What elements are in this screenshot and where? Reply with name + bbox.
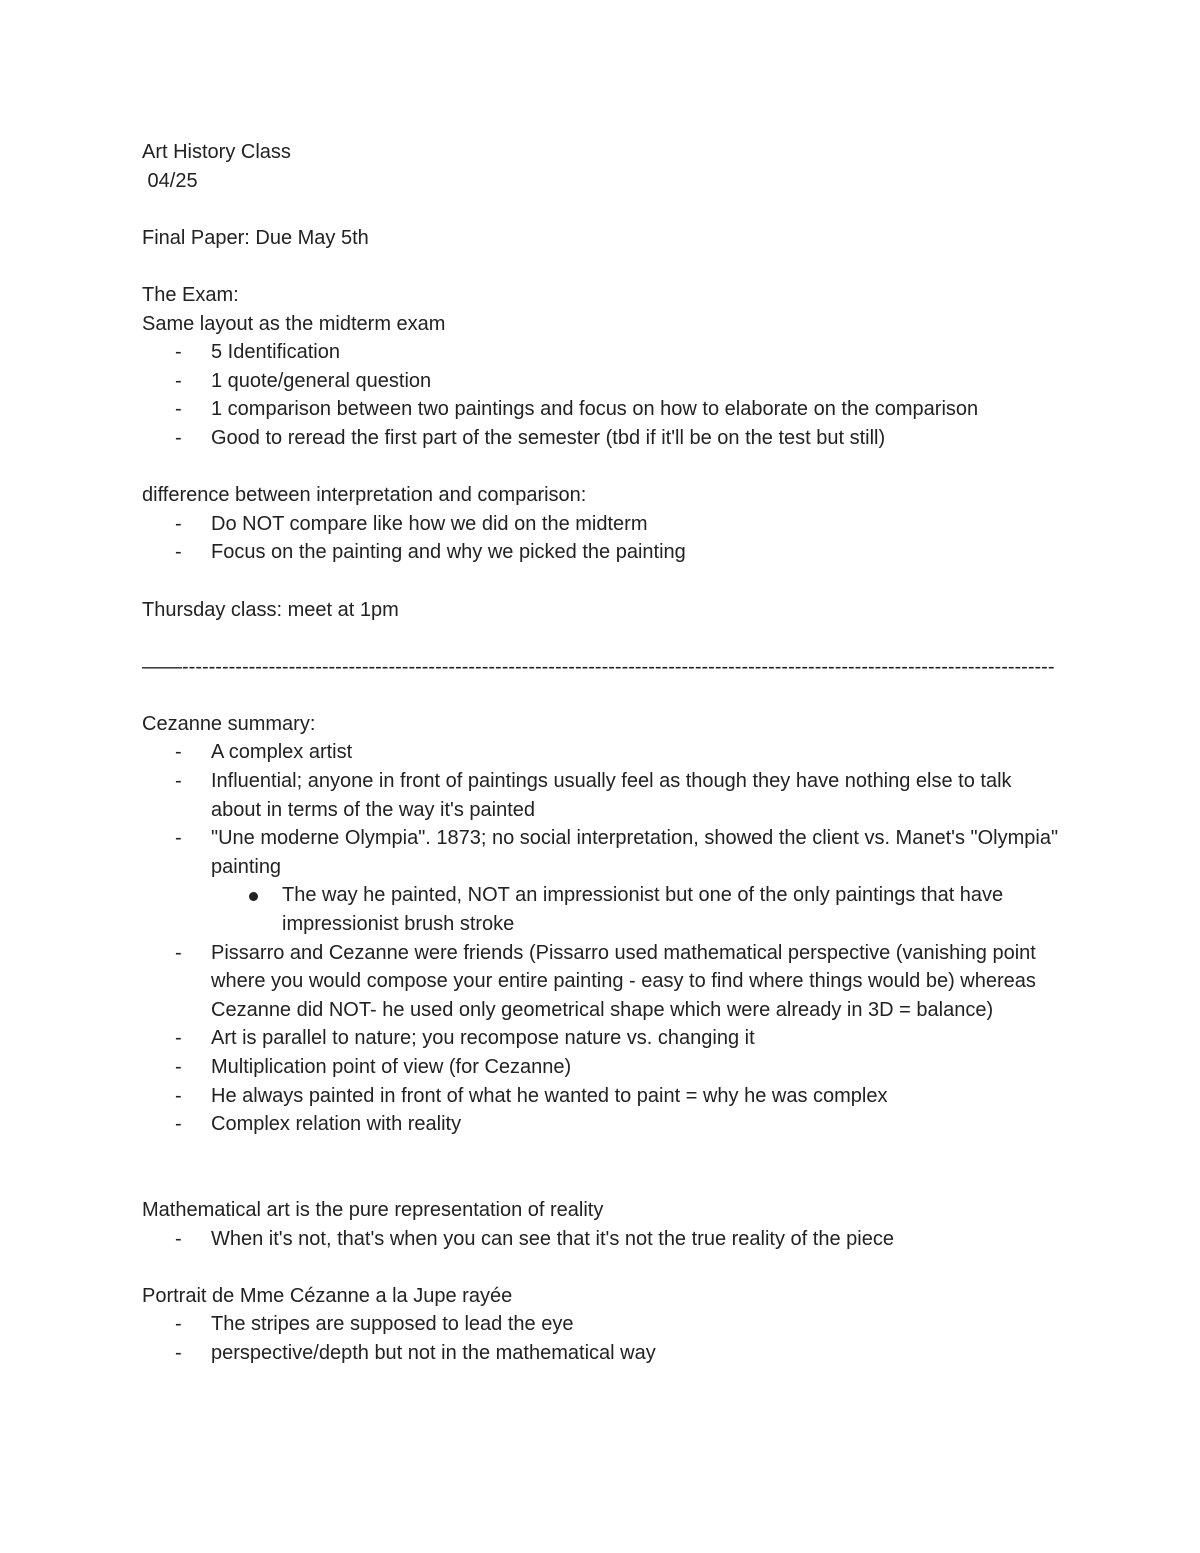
difference-list bbox=[142, 510, 1062, 567]
list-item: - Art is parallel to nature; you recompose nature vs. changing it bbox=[142, 1024, 1062, 1053]
list-item: - When it's not, that's when you can see that it's not the true reality of the piece bbox=[142, 1225, 1062, 1254]
dash-marker: - bbox=[175, 1084, 182, 1107]
list-item: - Complex relation with reality bbox=[142, 1110, 1062, 1139]
list-item: - Influential; anyone in front of paintings usually feel as though they have nothing else to talk about in terms of the way it's painted bbox=[142, 767, 1062, 824]
bullet-icon bbox=[249, 892, 258, 901]
math-heading: Mathematical art is the pure representation of reality bbox=[142, 1198, 604, 1221]
cezanne-heading: Cezanne summary: bbox=[142, 712, 316, 735]
exam-heading: The Exam: bbox=[142, 283, 239, 306]
dash-marker: - bbox=[175, 541, 182, 564]
cezanne-list bbox=[142, 738, 1062, 1138]
dash-marker: - bbox=[175, 1113, 182, 1136]
exam-list bbox=[142, 338, 1062, 452]
thursday-note: Thursday class: meet at 1pm bbox=[142, 598, 399, 621]
dash-marker: - bbox=[175, 1341, 182, 1364]
spacer bbox=[142, 252, 1062, 281]
exam-subheading: Same layout as the midterm exam bbox=[142, 312, 446, 335]
dash-marker: - bbox=[175, 1027, 182, 1050]
cezanne-sublist bbox=[211, 881, 1062, 938]
list-item: - The stripes are supposed to lead the eye bbox=[142, 1310, 1062, 1339]
separator-line: ——----------------------------------------------------------------------------------------------------------------------------------- bbox=[142, 655, 1055, 678]
portrait-heading: Portrait de Mme Cézanne a la Jupe rayée bbox=[142, 1284, 513, 1307]
list-item: - 5 Identification bbox=[142, 338, 1062, 367]
spacer bbox=[142, 453, 1062, 482]
spacer bbox=[142, 681, 1062, 710]
list-item: - A complex artist bbox=[142, 738, 1062, 767]
list-item: - Pissarro and Cezanne were friends (Pissarro used mathematical perspective (vanishing point where you would compose your entire painting - easy to find where things would be) whereas Cezanne did NOT- he used only geometrical shape which were already in 3D = balance) bbox=[142, 939, 1062, 1025]
dash-marker: - bbox=[175, 941, 182, 964]
spacer bbox=[142, 567, 1062, 596]
list-item: - Multiplication point of view (for Cezanne) bbox=[142, 1053, 1062, 1082]
dash-marker: - bbox=[175, 770, 182, 793]
spacer bbox=[142, 195, 1062, 224]
list-item: - Focus on the painting and why we picked the painting bbox=[142, 538, 1062, 567]
dash-marker: - bbox=[175, 341, 182, 364]
spacer bbox=[142, 1253, 1062, 1282]
doc-title: Art History Class bbox=[142, 141, 291, 163]
dash-marker: - bbox=[175, 1227, 182, 1250]
doc-date: 04/25 bbox=[142, 169, 198, 192]
sub-list-item: The way he painted, NOT an impressionist but one of the only paintings that have impressionist brush stroke bbox=[211, 881, 1062, 938]
portrait-list bbox=[142, 1310, 1062, 1367]
list-item: - 1 comparison between two paintings and focus on how to elaborate on the comparison bbox=[142, 395, 1062, 424]
spacer bbox=[142, 1167, 1062, 1196]
dash-marker: - bbox=[175, 369, 182, 392]
list-item: - Good to reread the first part of the semester (tbd if it'll be on the test but still) bbox=[142, 424, 1062, 453]
dash-marker: - bbox=[175, 1056, 182, 1078]
dash-marker: - bbox=[175, 741, 182, 764]
list-item: - Do NOT compare like how we did on the midterm bbox=[142, 510, 1062, 539]
dash-marker: - bbox=[175, 426, 182, 449]
final-paper-note: Final Paper: Due May 5th bbox=[142, 226, 369, 249]
dash-marker: - bbox=[175, 512, 182, 535]
document-page bbox=[142, 138, 1062, 1368]
difference-heading: difference between interpretation and comparison: bbox=[142, 484, 587, 507]
list-item: - 1 quote/general question bbox=[142, 367, 1062, 396]
list-item: - perspective/depth but not in the mathematical way bbox=[142, 1339, 1062, 1368]
spacer bbox=[142, 624, 1062, 653]
dash-marker: - bbox=[175, 398, 182, 421]
math-list bbox=[142, 1225, 1062, 1254]
list-item: - "Une moderne Olympia". 1873; no social interpretation, showed the client vs. Manet's "Olympia" painting The way he painted, NOT an impressionist but one of the only paintings that have impressionist brush stroke bbox=[142, 824, 1062, 938]
dash-marker: - bbox=[175, 1313, 182, 1336]
dash-marker: - bbox=[175, 827, 182, 850]
list-item: - He always painted in front of what he wanted to paint = why he was complex bbox=[142, 1082, 1062, 1111]
spacer bbox=[142, 1139, 1062, 1168]
